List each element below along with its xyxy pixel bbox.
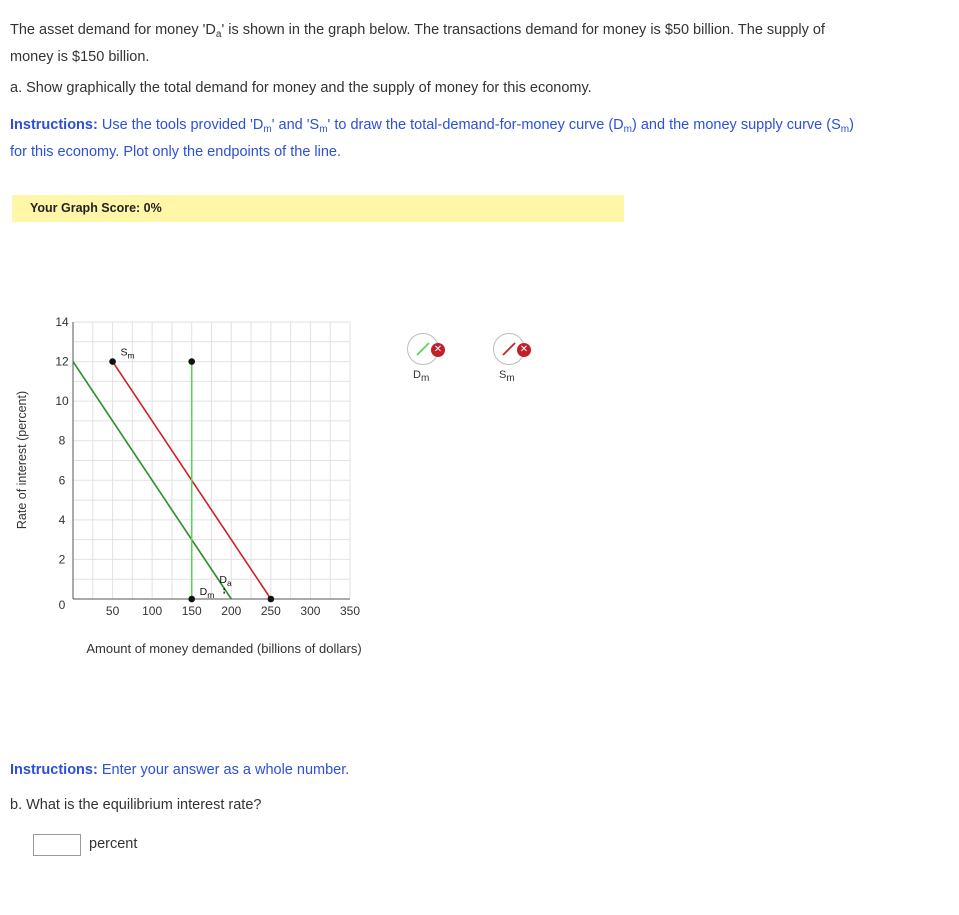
y-tick-label: 8	[58, 433, 66, 448]
curve-labels	[120, 347, 232, 600]
endpoint	[109, 358, 116, 365]
dm-tool-label: $D_m$	[413, 369, 430, 384]
y-tick-label: 14	[55, 315, 69, 329]
y-tick-label: 2	[58, 552, 66, 567]
y-tick-label: 6	[58, 473, 66, 488]
y-tick-label: 12	[55, 354, 69, 369]
part-b-question: b. What is the equilibrium interest rate?	[10, 797, 262, 813]
part-a-text: a. Show graphically the total demand for money and the supply of money for this economy.	[10, 80, 592, 96]
x-tick-label: 350	[339, 604, 361, 618]
y-tick-label: 10	[55, 394, 69, 409]
axes	[55, 315, 360, 618]
dm-tool[interactable]	[407, 333, 447, 384]
sm-tool-clear-icon[interactable]: ✕	[517, 343, 531, 357]
money-market-graph[interactable]	[0, 300, 400, 670]
x-tick-label: 150	[181, 604, 202, 618]
x-tick-label: 200	[221, 604, 242, 618]
sm-tool-label: $S_m$	[499, 369, 515, 384]
endpoint	[268, 596, 275, 603]
curve-label-dm: $D_m$	[199, 586, 215, 601]
curve-label-sm: $S_m$	[120, 346, 135, 361]
dm-tool-clear-icon[interactable]: ✕	[431, 343, 445, 357]
part-a-instructions: Instructions: Use the tools provided '$D_m$' and '$S_m$' to draw the total-demand-for-money curve $(D_m)$ and the money supply curve $(S_m)$ for this economy. Plot only the endpoints of the line.	[10, 117, 854, 160]
graph-score-label: Your Graph Score: 0%	[30, 201, 162, 215]
x-tick-label: 300	[300, 604, 321, 618]
endpoint	[188, 358, 195, 365]
x-tick-label: 250	[260, 604, 281, 618]
curve-label-da: $D_a$	[219, 574, 232, 589]
x-tick-label: 100	[142, 604, 163, 618]
y-tick-label: 0	[58, 598, 66, 612]
x-axis-label: Amount of money demanded (billions of dollars)	[86, 641, 362, 656]
endpoint	[188, 596, 195, 603]
x-tick-label: 50	[105, 604, 120, 618]
question-text: The asset demand for money '$D_a$' is shown in the graph below. The transactions demand for money is $50 billion. The supply of money is $150 billion.	[10, 22, 825, 65]
answer-unit-label: percent	[89, 836, 138, 852]
graph-score-bar	[12, 195, 624, 222]
sm-tool[interactable]	[493, 333, 533, 384]
y-axis-label: Rate of interest (percent)	[15, 390, 29, 530]
y-tick-label: 4	[58, 512, 66, 527]
part-b-instructions: Instructions: Enter your answer as a whole number.	[10, 762, 350, 778]
equilibrium-rate-input[interactable]	[33, 834, 81, 856]
